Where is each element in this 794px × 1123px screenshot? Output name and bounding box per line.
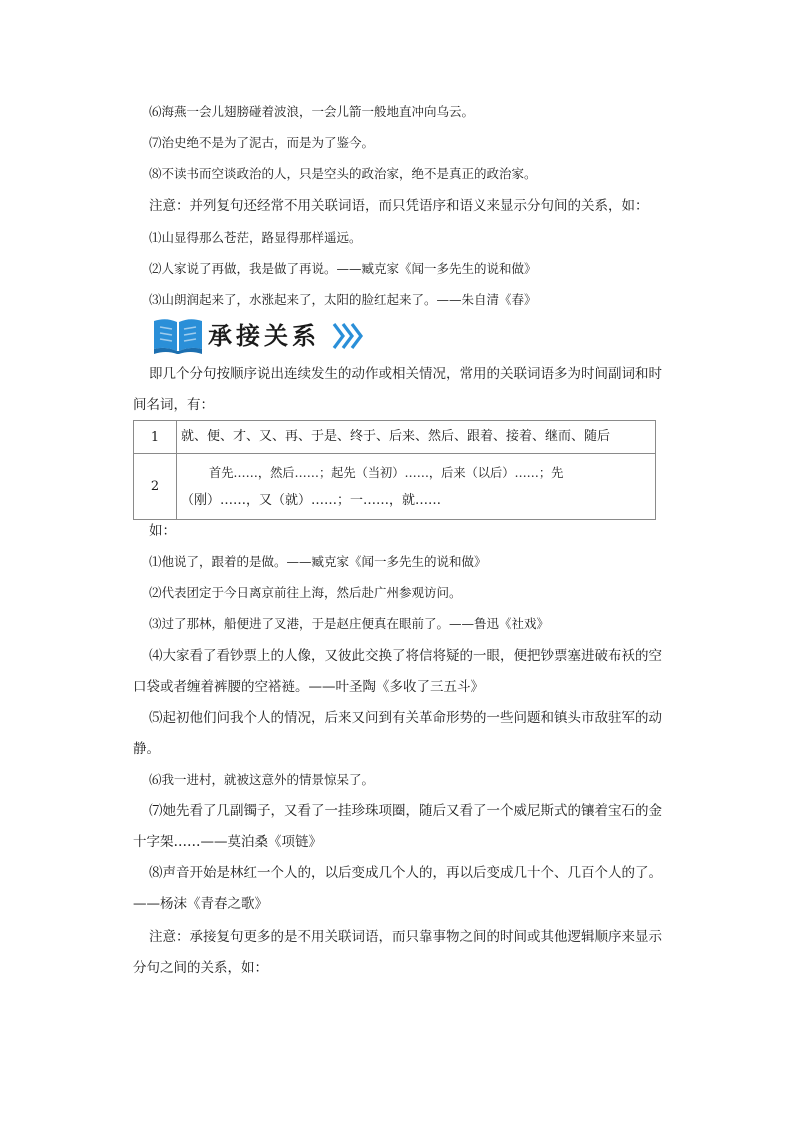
- example-8-line-2: ——杨沫《青春之歌》: [133, 896, 268, 912]
- table-row: [134, 421, 656, 454]
- parallel-example-6: ⑹海燕一会儿翅膀碰着波浪，一会儿箭一般地直冲向乌云。: [149, 104, 475, 119]
- parallel-example-7: ⑺治史绝不是为了泥古，而是为了鉴今。: [149, 135, 375, 150]
- table-cell-num: 2: [134, 454, 177, 520]
- parallel-note-example-2: ⑵人家说了再做，我是做了再说。——臧克家《闻一多先生的说和做》: [149, 261, 537, 276]
- conjunction-table: [133, 420, 656, 520]
- example-2: ⑵代表团定于今日离京前往上海，然后赴广州参观访问。: [149, 585, 462, 600]
- intro-line-1: 即几个分句按顺序说出连续发生的动作或相关情况，常用的关联词语多为时间副词和时: [149, 366, 662, 382]
- example-7-line-1: ⑺她先看了几副镯子，又看了一挂珍珠项圈，随后又看了一个威尼斯式的镶着宝石的金: [149, 803, 662, 819]
- closing-note-line-2: 分句之间的关系，如：: [133, 960, 268, 976]
- example-5-line-2: 静。: [133, 741, 160, 757]
- section-title: 承接关系: [208, 321, 320, 350]
- example-4-line-1: ⑷大家看了看钞票上的人像，又彼此交换了将信将疑的一眼，便把钞票塞进破布袄的空: [149, 648, 662, 664]
- example-8-line-1: ⑻声音开始是林红一个人的，以后变成几个人的，再以后变成几十个、几百个人的了。: [149, 865, 662, 881]
- intro-line-2: 间名词，有：: [133, 397, 214, 413]
- example-label: 如：: [149, 523, 176, 539]
- parallel-note: 注意：并列复句还经常不用关联词语，而只凭语序和语义来显示分句间的关系，如：: [149, 198, 649, 214]
- parallel-example-8: ⑻不读书而空谈政治的人，只是空头的政治家，绝不是真正的政治家。: [149, 166, 537, 181]
- table-cell-text-line-1: 首先……，然后……；起先（当初）……，后来（以后）……；先: [209, 465, 564, 480]
- double-chevron-icon: [332, 321, 366, 351]
- example-7-line-2: 十字架……——莫泊桑《项链》: [133, 834, 322, 850]
- open-book-icon: [152, 317, 204, 355]
- table-row: [134, 454, 656, 520]
- example-5-line-1: ⑸起初他们问我个人的情况，后来又问到有关革命形势的一些问题和镇头市敌驻军的动: [149, 710, 662, 726]
- section-banner: [152, 313, 372, 359]
- example-3: ⑶过了那林，船便进了叉港，于是赵庄便真在眼前了。——鲁迅《社戏》: [149, 616, 550, 631]
- parallel-note-example-3: ⑶山朗润起来了，水涨起来了，太阳的脸红起来了。——朱自清《春》: [149, 292, 537, 307]
- example-6: ⑹我一进村，就被这意外的情景惊呆了。: [149, 772, 375, 787]
- example-1: ⑴他说了，跟着的是做。——臧克家《闻一多先生的说和做》: [149, 554, 487, 569]
- example-4-line-2: 口袋或者缠着裤腰的空褡裢。——叶圣陶《多收了三五斗》: [133, 679, 484, 695]
- closing-note-line-1: 注意：承接复句更多的是不用关联词语，而只靠事物之间的时间或其他逻辑顺序来显示: [149, 929, 662, 945]
- table-cell-text: [177, 454, 656, 520]
- table-cell-text-line-2: （刚）……，又（就）……；一……，就……: [181, 492, 442, 508]
- table-cell-num: 1: [134, 421, 177, 454]
- parallel-note-example-1: ⑴山显得那么苍茫，路显得那样遥远。: [149, 230, 362, 245]
- table-cell-text: 就、便、才、又、再、于是、终于、后来、然后、跟着、接着、继而、随后: [177, 421, 656, 454]
